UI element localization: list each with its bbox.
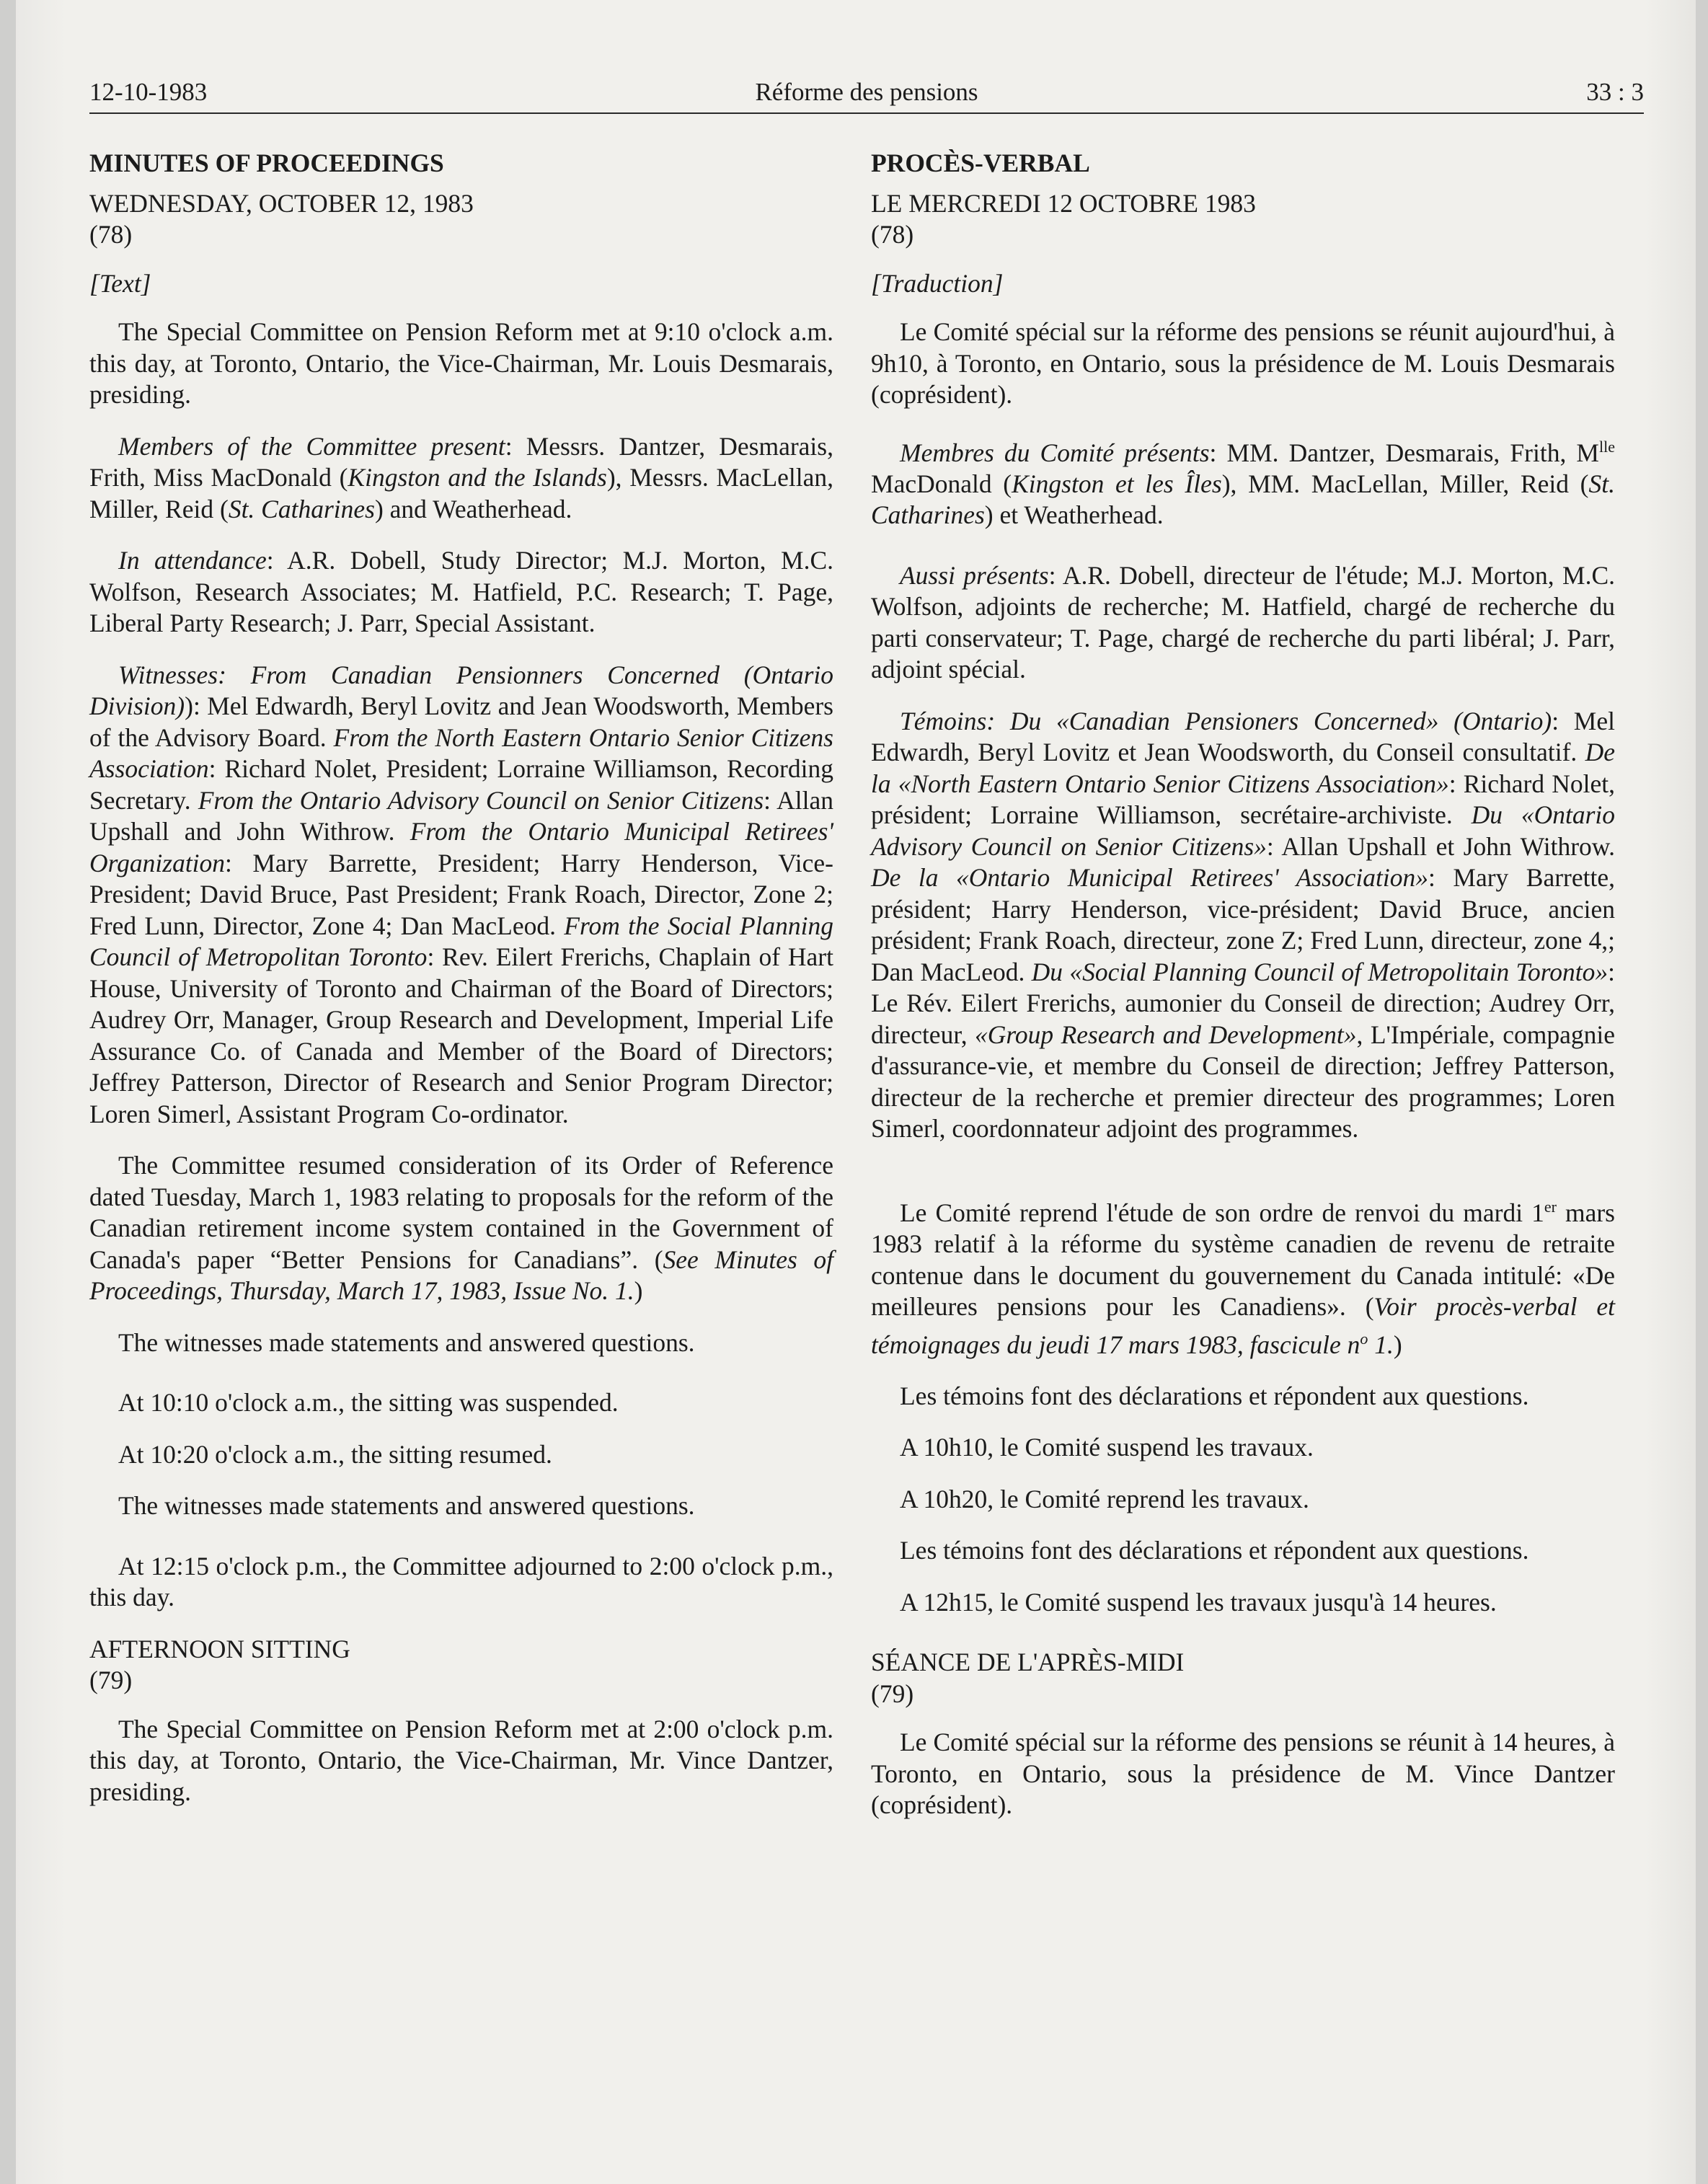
statements-1-fr: Les témoins font des déclarations et répondent aux questions. [900, 1381, 1529, 1410]
statements-2-fr: Les témoins font des déclarations et répondent aux questions. [900, 1536, 1529, 1565]
header-date: 12-10-1983 [89, 78, 208, 106]
meeting-date: WEDNESDAY, OCTOBER 12, 1983 [89, 188, 474, 218]
proces-verbal-heading: PROCÈS-VERBAL [871, 149, 1090, 177]
order-of-reference-paragraph: The Committee resumed consideration of its Order of Reference dated Tuesday, March 1, 1983 relating to proposals for the reform of the Canadian retirement income system contained in the Government of Canada's paper “Better Pensions for Canadians”. (See Minutes of Proceedings, Thursday, March 17, 1983, Issue No. 1.) [89, 1151, 833, 1305]
afternoon-heading-fr: SÉANCE DE L'APRÈS-MIDI [871, 1648, 1185, 1677]
meeting-number: (78) [89, 220, 133, 249]
sitting-suspended: At 10:10 o'clock a.m., the sitting was suspended. [118, 1388, 619, 1417]
attendance-paragraph: In attendance: A.R. Dobell, Study Director; M.J. Morton, M.C. Wolfson, Research Associates; M. Hatfield, P.C. Research; T. Page, Liberal Party Research; J. Parr, Special Assistant. [89, 546, 834, 637]
french-column [871, 148, 1615, 1842]
order-of-reference-paragraph-fr: Le Comité reprend l'étude de son ordre de renvoi du mardi 1er mars 1983 relatif à la réforme du système canadien de revenu de retraite contenue dans le document du gouvernement du Canada intitulé: «De meilleures pensions pour les Canadiens». (Voir procès-verbal et témoignages du jeudi 17 mars 1983, fascicule $n^o$ 1.) [871, 1197, 1615, 1359]
minutes-heading: MINUTES OF PROCEEDINGS [89, 149, 444, 177]
adjournment-fr: A 12h15, le Comité suspend les travaux jusqu'à 14 heures. [900, 1587, 1497, 1617]
afternoon-number: (79) [89, 1666, 133, 1694]
text-tag: [Text] [89, 268, 151, 298]
afternoon-number-fr: (79) [871, 1679, 914, 1708]
adjournment: At 12:15 o'clock p.m., the Committee adjourned to 2:00 o'clock p.m., this day. [89, 1551, 833, 1612]
translation-tag: [Traduction] [871, 268, 1004, 298]
statements-2: The witnesses made statements and answered questions. [118, 1491, 695, 1520]
members-paragraph: Members of the Committee present: Messrs. Dantzer, Desmarais, Frith, Miss MacDonald (Kingston and the Islands), Messrs. MacLellan, Miller, Reid (St. Catharines) and Weatherhead. [89, 431, 833, 523]
sitting-resumed-fr: A 10h20, le Comité reprend les travaux. [900, 1484, 1309, 1513]
meeting-number-fr: (78) [871, 220, 914, 249]
document-page [16, 0, 1696, 2184]
witnesses-paragraph-fr: Témoins: Du «Canadian Pensioners Concerned» (Ontario): Mel Edwardh, Beryl Lovitz et Jean Woodsworth, du Conseil consultatif. De la «North Eastern Ontario Senior Citizens Association»: Richard Nolet, président; Lorraine Williamson, secrétaire-archiviste. Du «Ontario Advisory Council on Senior Citizens»: Allan Upshall et John Withrow. De la «Ontario Municipal Retirees' Association»: Mary Barrette, président; Harry Henderson, vice-président; David Bruce, ancien président; Frank Roach, directeur, zone Z; Fred Lunn, directeur, zone 4,; Dan MacLeod. Du «Social Planning Council of Metropolitain Toronto»: Le Rév. Eilert Frerichs, aumonier du Conseil de direction; Audrey Orr, directeur, «Group Research and Development», L'Impériale, compagnie d'assurance-vie, et membre du Conseil de direction; Jeffrey Patterson, directeur de la recherche et premier directeur des programmes; Loren Simerl, coordonnateur adjoint des programmes. [871, 706, 1615, 1144]
attendance-paragraph-fr: Aussi présents: A.R. Dobell, directeur de l'étude; M.J. Morton, M.C. Wolfson, adjoints de recherche; M. Hatfield, chargé de recherche du parti conservateur; T. Page, chargé de recherche du parti libéral; J. Parr, adjoint spécial. [871, 560, 1616, 684]
sitting-suspended-fr: A 10h10, le Comité suspend les travaux. [900, 1433, 1314, 1462]
afternoon-opening-fr: Le Comité spécial sur la réforme des pensions se réunit à 14 heures, à Toronto, en Ontario, sous la présidence de M. Vince Dantzer (coprésident). [871, 1728, 1615, 1820]
afternoon-opening: The Special Committee on Pension Reform met at 2:00 o'clock p.m. this day, at Toronto, Ontario, the Vice-Chairman, Mr. Vince Dantzer, presiding. [89, 1714, 833, 1806]
meeting-date-fr: LE MERCREDI 12 OCTOBRE 1983 [871, 188, 1256, 218]
header-page-number: 33 : 3 [1586, 78, 1644, 106]
afternoon-heading: AFTERNOON SITTING [89, 1634, 350, 1663]
statements-1: The witnesses made statements and answered questions. [118, 1327, 695, 1357]
witnesses-paragraph: Witnesses: From Canadian Pensionners Concerned (Ontario Division)): Mel Edwardh, Beryl Lovitz and Jean Woodsworth, Members of the Advisory Board. From the North Eastern Ontario Senior Citizens Association: Richard Nolet, President; Lorraine Williamson, Recording Secretary. From the Ontario Advisory Council on Senior Citizens: Allan Upshall and John Withrow. From the Ontario Municipal Retirees' Organization: Mary Barrette, President; Harry Henderson, Vice-President; David Bruce, Past President; Frank Roach, Director, Zone 2; Fred Lunn, Director, Zone 4; Dan MacLeod. From the Social Planning Council of Metropolitan Toronto: Rev. Eilert Frerichs, Chaplain of Hart House, University of Toronto and Chairman of the Board of Directors; Audrey Orr, Manager, Group Research and Development, Imperial Life Assurance Co. of Canada and Member of the Board of Directors; Jeffrey Patterson, Director of Research and Senior Program Director; Loren Simerl, Assistant Program Co-ordinator. [89, 660, 833, 1128]
english-column [89, 148, 833, 1828]
running-header [89, 72, 1644, 114]
header-title: Réforme des pensions [755, 78, 978, 106]
opening-paragraph-fr: Le Comité spécial sur la réforme des pensions se réunit aujourd'hui, à 9h10, à Toronto, en Ontario, sous la présidence de M. Louis Desmarais (coprésident). [871, 317, 1615, 409]
sitting-resumed: At 10:20 o'clock a.m., the sitting resumed. [118, 1439, 552, 1469]
opening-paragraph: The Special Committee on Pension Reform met at 9:10 o'clock a.m. this day, at Toronto, Ontario, the Vice-Chairman, Mr. Louis Desmarais, presiding. [89, 317, 833, 409]
members-paragraph-fr: Membres du Comité présents: MM. Dantzer, Desmarais, Frith, $M^{lle}$ MacDonald (Kingston et les Îles), MM. MacLellan, Miller, Reid (St. Catharines) et Weatherhead. [871, 437, 1616, 530]
